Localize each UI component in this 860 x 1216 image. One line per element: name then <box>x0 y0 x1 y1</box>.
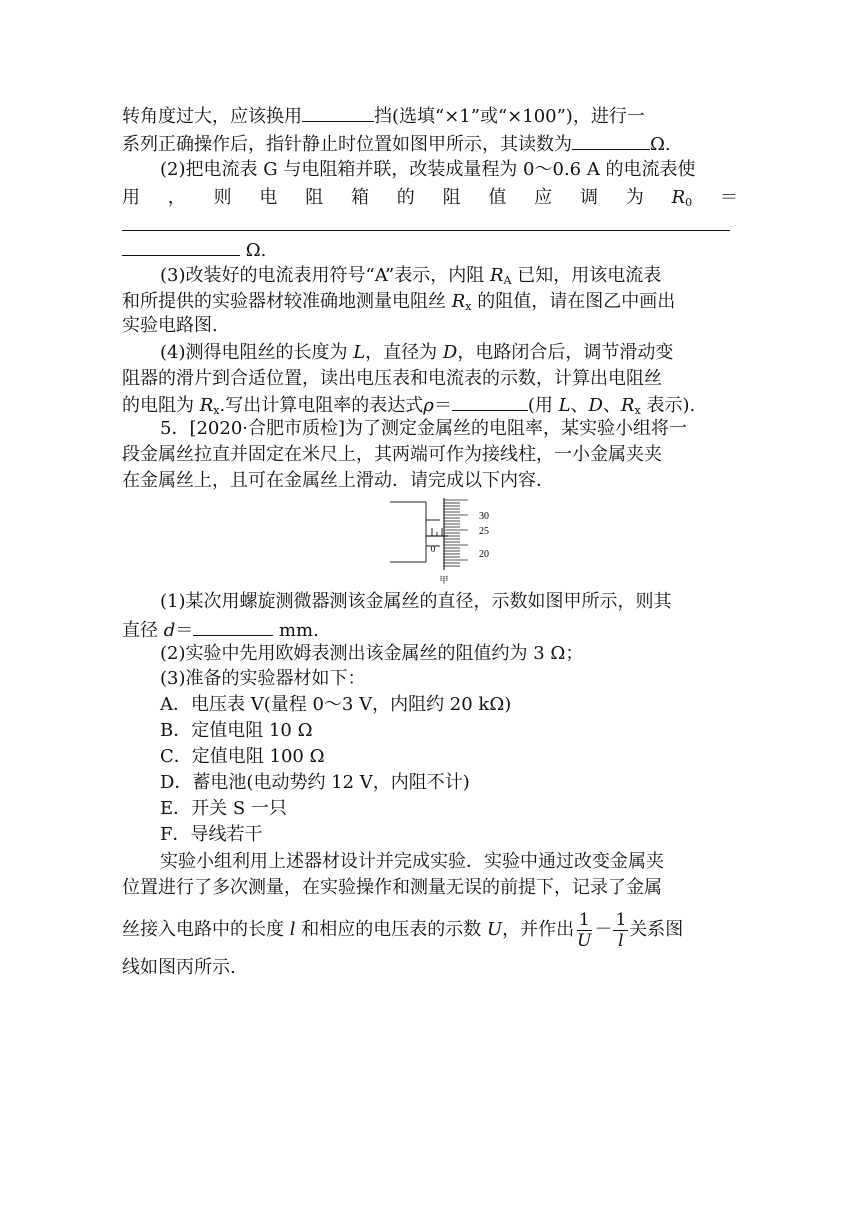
text: ，电路闭合后，调节滑动变 <box>457 342 674 363</box>
minus-sign: － <box>594 919 613 940</box>
text: Ω. <box>245 240 267 261</box>
var-l-lower: l <box>289 919 296 940</box>
text-line <box>160 340 738 366</box>
text-line <box>122 442 738 468</box>
text: (用 <box>527 395 559 416</box>
text: 阻器的滑片到合适位置，读出电压表和电流表的示数，计算出电阻丝 <box>122 368 662 389</box>
rx-symbol: R <box>199 395 214 416</box>
text: 已知，用该电流表 <box>511 265 662 286</box>
figure-caption: 甲 <box>439 575 449 585</box>
answer-blank[interactable] <box>452 390 528 411</box>
text: 关系图 <box>629 919 684 940</box>
sleeve-zero-label: 0 <box>430 544 436 554</box>
list-item <box>160 718 738 744</box>
micrometer-diagram <box>388 494 500 586</box>
text: 丝接入电路中的长度 <box>122 919 290 940</box>
thimble-label-30: 30 <box>479 511 489 522</box>
subscript: x <box>465 300 472 313</box>
subscript: x <box>634 404 641 417</box>
text: 位置进行了多次测量，在实验操作和测量无误的前提下，记录了金属 <box>122 877 662 898</box>
text-line <box>160 849 738 875</box>
text: (3)改装好的电流表用符号“A”表示，内阻 <box>160 265 490 286</box>
var-l: L <box>558 395 571 416</box>
rho-symbol: ρ <box>423 395 434 416</box>
text-line <box>122 101 738 130</box>
text-line <box>122 366 738 392</box>
text: (1)某次用螺旋测微器测该金属丝的直径，示数如图甲所示，则其 <box>160 591 672 612</box>
char: 用 <box>122 187 140 208</box>
text: (2)把电流表 G 与电阻箱并联，改装成量程为 0～0.6 A 的电流表使 <box>160 159 696 180</box>
subscript: x <box>213 404 220 417</box>
text: 线如图丙所示. <box>122 957 236 978</box>
answer-blank[interactable] <box>302 101 374 122</box>
list-item <box>160 796 738 822</box>
text: 系列正确操作后，指针静止时位置如图甲所示，其读数为 <box>122 134 572 155</box>
text: 的阻值，请在图乙中画出 <box>471 291 676 312</box>
text: 和所提供的实验器材较准确地测量电阻丝 <box>122 291 452 312</box>
thimble-label-20: 20 <box>479 549 489 560</box>
list-item <box>160 692 738 718</box>
text: 、 <box>570 395 589 416</box>
text: 转角度过大，应该换用 <box>122 106 302 127</box>
answer-blank[interactable] <box>572 129 650 150</box>
text-line <box>122 615 738 644</box>
text: 、 <box>602 395 621 416</box>
text-line <box>122 875 738 901</box>
char: 阻 <box>305 187 324 208</box>
rx-symbol: R <box>620 395 635 416</box>
var-d: D <box>442 342 458 363</box>
text-line <box>122 235 738 264</box>
char: 值 <box>488 187 507 208</box>
ra-symbol: R <box>489 265 504 286</box>
text-line <box>122 313 738 339</box>
char: 应 <box>534 187 553 208</box>
char: 则 <box>213 187 232 208</box>
text-line <box>160 666 738 692</box>
question-5-heading <box>160 416 738 442</box>
text: mm. <box>273 620 319 641</box>
text: B．定值电阻 10 Ω <box>160 720 313 741</box>
text: 挡(选填“×1”或“×100”)，进行一 <box>374 106 645 127</box>
text-line-with-fraction <box>122 908 738 952</box>
char: ， <box>167 187 186 208</box>
rx-symbol: R <box>451 291 466 312</box>
text: 实验电路图. <box>122 315 218 336</box>
text-line <box>122 129 738 158</box>
text: 段金属丝拉直并固定在米尺上，其两端可作为接线柱，一小金属夹夹 <box>122 444 662 465</box>
char: 阻 <box>442 187 461 208</box>
text: ，并作出 <box>502 919 575 940</box>
char: 的 <box>396 187 415 208</box>
text: D．蓄电池(电动势约 12 V，内阻不计) <box>160 772 470 793</box>
text: ＝ <box>175 620 194 641</box>
list-item <box>160 770 738 796</box>
thimble-label-25: 25 <box>479 526 489 537</box>
text-line-justified <box>122 185 738 216</box>
fraction-1-over-u: $\frac{1}{U}$ <box>577 909 592 951</box>
char: 为 <box>625 187 644 208</box>
text: (2)实验中先用欧姆表测出该金属丝的阻值约为 3 Ω； <box>160 643 584 664</box>
answer-blank[interactable] <box>122 235 240 256</box>
equals: ＝ <box>719 187 738 208</box>
text: Ω. <box>650 134 671 155</box>
char: 电 <box>259 187 278 208</box>
text: 实验小组利用上述器材设计并完成实验．实验中通过改变金属夹 <box>160 851 664 872</box>
var-u: U <box>486 919 503 940</box>
text: 表示). <box>640 395 696 416</box>
char: 调 <box>579 187 598 208</box>
answer-blank[interactable] <box>193 615 273 636</box>
text: 在金属丝上，且可在金属丝上滑动．请完成以下内容． <box>122 470 554 491</box>
text: F．导线若干 <box>160 824 263 845</box>
text: ＝ <box>433 395 452 416</box>
text: ，直径为 <box>365 342 443 363</box>
text: (4)测得电阻丝的长度为 <box>160 342 354 363</box>
var-d-lower: d <box>163 620 176 641</box>
text-line <box>122 955 738 981</box>
text: 和相应的电压表的示数 <box>295 919 487 940</box>
answer-blank-long[interactable] <box>122 230 730 231</box>
text-line <box>160 589 738 615</box>
text: A．电压表 V(量程 0～3 V，内阻约 20 kΩ) <box>160 694 512 715</box>
fraction-1-over-l: $\frac{1}{l}$ <box>615 909 627 951</box>
micrometer-figure <box>388 494 500 590</box>
list-item <box>160 822 738 848</box>
subscript: A <box>503 274 512 287</box>
var-l: L <box>353 342 366 363</box>
text-line <box>160 157 738 183</box>
text-line <box>160 641 738 667</box>
list-item <box>160 744 738 770</box>
text: E．开关 S 一只 <box>160 798 287 819</box>
text: 5．[2020·合肥市质检]为了测定金属丝的电阻率，某实验小组将一 <box>160 418 688 439</box>
text: 直径 <box>122 620 164 641</box>
text: .写出计算电阻率的表达式 <box>219 395 424 416</box>
text: C．定值电阻 100 Ω <box>160 746 325 767</box>
text: (3)准备的实验器材如下： <box>160 668 366 689</box>
r0-symbol: $R_0$ <box>671 187 693 209</box>
var-d: D <box>588 395 603 416</box>
text: 的电阻为 <box>122 395 200 416</box>
char: 箱 <box>350 187 369 208</box>
text-line <box>122 468 738 494</box>
